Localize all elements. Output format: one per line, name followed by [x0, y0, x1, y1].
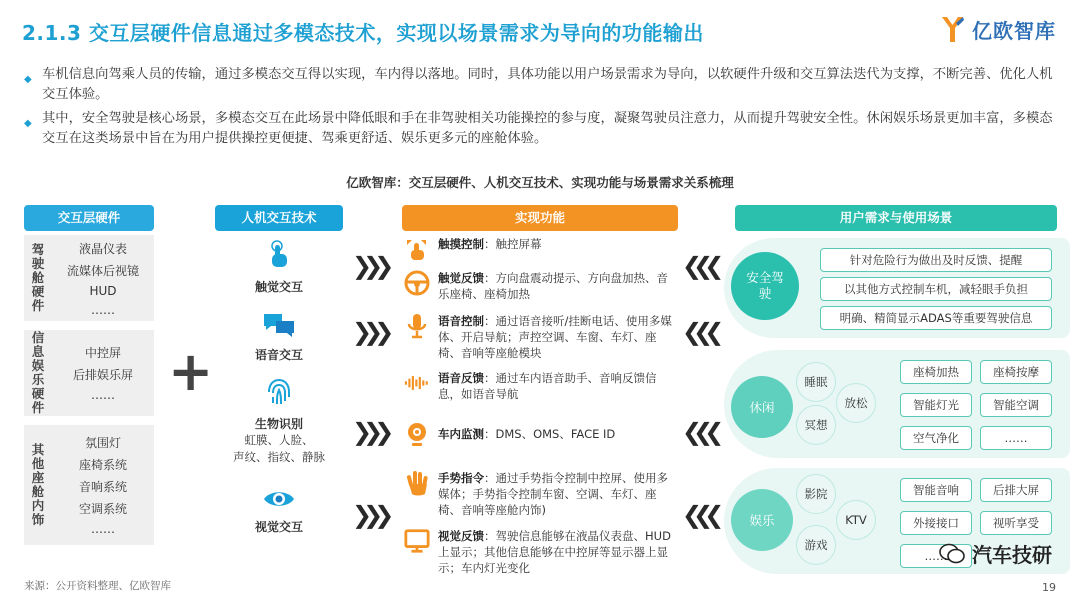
hardware-group-label: 驾驶舱硬件: [31, 242, 45, 313]
chevron-left-icon: ❮❮❮: [682, 252, 716, 280]
sound-wave-icon: [404, 373, 430, 393]
tech-touch: [219, 240, 339, 295]
scene-item: 智能灯光: [900, 393, 972, 417]
chevron-left-icon: ❮❮❮: [682, 501, 716, 529]
camera-icon: [405, 422, 429, 448]
function-gesture-command: [404, 470, 674, 518]
diagram-title: 亿欧智库：交互层硬件、人机交互技术、实现功能与场景需求关系梳理: [346, 175, 734, 190]
hardware-item: 音响系统: [78, 480, 127, 494]
scene-sub-circle: 冥想: [796, 405, 836, 445]
scene-item: 空气净化: [900, 426, 972, 450]
plus-sign: +: [168, 340, 214, 403]
tech-name: 触觉交互: [254, 280, 303, 294]
function-desc: ：触控屏幕: [484, 237, 542, 251]
hardware-group-cockpit: [24, 235, 154, 321]
chat-bubbles-icon: [262, 312, 296, 338]
scene-item: 后排大屏: [980, 478, 1052, 502]
logo-text: 亿欧智库: [972, 18, 1056, 43]
scene-sub-circle: 睡眠: [796, 362, 836, 402]
function-desc: ：通过车内语音助手、音响反馈信息，如语音导航: [438, 371, 657, 401]
tech-name: 语音交互: [254, 348, 303, 362]
scene-sub-circle: 放松: [836, 383, 876, 423]
function-title: 触摸控制: [438, 237, 484, 251]
scene-item: 以其他方式控制车机，减轻眼手负担: [820, 277, 1052, 301]
bullet-list: [24, 65, 1064, 153]
yiou-logo-icon: [940, 14, 966, 44]
chevron-right-icon: ❯❯❯: [352, 252, 386, 280]
function-title: 触觉反馈: [438, 271, 484, 285]
hardware-item: ……: [91, 388, 115, 402]
monitor-icon: [404, 528, 430, 554]
function-column-header: 实现功能: [402, 205, 678, 231]
function-title: 语音控制: [438, 314, 484, 328]
scene-sub-circle: 游戏: [796, 525, 836, 565]
function-touch-control: [404, 236, 674, 262]
scene-item: 外接接口: [900, 511, 972, 535]
scene-item: ……: [980, 426, 1052, 450]
function-desc: ：DMS、OMS、FACE ID: [484, 427, 616, 441]
hardware-group-label: 其他座舱内饰: [31, 442, 45, 527]
scene-item: 智能空调: [980, 393, 1052, 417]
function-voice-control: [404, 313, 674, 361]
hardware-item: 流媒体后视镜: [66, 263, 139, 278]
scene-item: 针对危险行为做出及时反馈、提醒: [820, 248, 1052, 272]
touch-control-icon: [404, 237, 430, 261]
hardware-item: 氛围灯: [84, 436, 121, 450]
hand-touch-icon: [266, 240, 292, 270]
function-title: 车内监测: [438, 427, 484, 441]
fingerprint-icon: [266, 377, 292, 407]
bullet-item: [24, 65, 1064, 105]
function-haptic-feedback: [404, 270, 674, 302]
watermark-text: 汽车技研: [972, 543, 1052, 567]
tech-name: 生物识别: [254, 417, 303, 431]
scene-item: 座椅按摩: [980, 360, 1052, 384]
microphone-icon: [405, 312, 429, 340]
scene-item: 智能音响: [900, 478, 972, 502]
hardware-item: 后排娱乐屏: [72, 368, 133, 382]
wechat-icon: [938, 542, 966, 566]
source-note: 来源：公开资料整理、亿欧智库: [24, 580, 171, 592]
function-visual-feedback: [404, 528, 674, 576]
hardware-item: 中控屏: [84, 346, 121, 360]
function-desc: ：通过语音接听/挂断电话、使用多媒体、开启导航；声控空调、车窗、车灯、座椅、音响等座舱模块: [438, 314, 672, 360]
function-desc: ：方向盘震动提示、方向盘加热、音乐座椅、座椅加热: [438, 271, 668, 301]
scene-sub-circle: KTV: [836, 500, 876, 540]
hardware-item: ……: [91, 302, 115, 317]
chevron-left-icon: ❮❮❮: [682, 418, 716, 446]
bullet-item: [24, 109, 1064, 149]
tech-column-header: 人机交互技术: [215, 205, 343, 231]
tech-voice: [219, 312, 339, 363]
hardware-item: 座椅系统: [78, 458, 127, 472]
scene-item: 视听享受: [980, 511, 1052, 535]
chevron-right-icon: ❯❯❯: [352, 418, 386, 446]
eye-icon: [262, 488, 296, 510]
function-voice-feedback: [404, 370, 674, 402]
bullet-triangle-icon: ◆: [24, 118, 32, 129]
hardware-group-interior: [24, 425, 154, 545]
scene-leisure-circle: 休闲: [731, 376, 793, 438]
tech-sub: 虹膜、人脸、 声纹、指纹、静脉: [233, 433, 325, 464]
function-cabin-monitoring: [404, 422, 674, 448]
function-title: 语音反馈: [438, 371, 484, 385]
tech-name: 视觉交互: [254, 520, 303, 534]
hardware-group-label: 信息娱乐硬件: [31, 330, 45, 415]
hardware-item: ……: [91, 522, 115, 536]
hardware-item: 空调系统: [78, 502, 127, 516]
function-title: 手势指令: [438, 471, 484, 485]
chevron-right-icon: ❯❯❯: [352, 501, 386, 529]
page-number: 19: [1042, 581, 1056, 594]
hardware-item: HUD: [89, 283, 117, 298]
scene-item: ……: [900, 544, 972, 568]
scene-safety-circle: 安全驾驶: [731, 252, 799, 320]
scene-sub-circle: 影院: [796, 474, 836, 514]
brand-logo: [940, 14, 1056, 44]
scene-entertainment-circle: 娱乐: [731, 489, 793, 551]
hardware-group-infotainment: [24, 330, 154, 416]
tech-visual: [219, 488, 339, 535]
tech-biometric: [219, 377, 339, 466]
function-desc: ：通过手势指令控制中控屏、使用多媒体；手势指令控制车窗、空调、车灯、座椅、音响等座舱内饰): [438, 471, 668, 517]
steering-wheel-icon: [404, 270, 430, 296]
scene-item: 明确、精简显示ADAS等重要驾驶信息: [820, 306, 1052, 330]
bullet-text: 其中，安全驾驶是核心场景，多模态交互在此场景中降低眼和手在非驾驶相关功能操控的参与度，凝聚驾驶员注意力，从而提升驾驶安全性。休闲娱乐场景更加丰富，多模态交互在这类场景中旨在为用户提供操控更便捷、驾乘更舒适、娱乐更多元的座舱体验。: [42, 111, 1053, 146]
chevron-left-icon: ❮❮❮: [682, 318, 716, 346]
hardware-column-header: 交互层硬件: [24, 205, 154, 231]
watermark: [938, 539, 1052, 568]
scene-item: 座椅加热: [900, 360, 972, 384]
scene-column-header: 用户需求与使用场景: [735, 205, 1057, 231]
chevron-right-icon: ❯❯❯: [352, 318, 386, 346]
page-title: 2.1.3 交互层硬件信息通过多模态技术，实现以场景需求为导向的功能输出: [22, 21, 704, 45]
function-title: 视觉反馈: [438, 529, 484, 543]
hardware-item: 液晶仪表: [78, 241, 127, 256]
bullet-text: 车机信息向驾乘人员的传输，通过多模态交互得以实现，车内得以落地。同时，具体功能以用户场景需求为导向，以软硬件升级和交互算法迭代为支撑，不断完善、优化人机交互体验。: [42, 67, 1053, 102]
function-desc: ：驾驶信息能够在液晶仪表盘、HUD上显示；其他信息能够在中控屏等显示器上显示；车内灯光变化: [438, 529, 671, 575]
gesture-hand-icon: [404, 469, 430, 497]
bullet-triangle-icon: ◆: [24, 74, 32, 85]
